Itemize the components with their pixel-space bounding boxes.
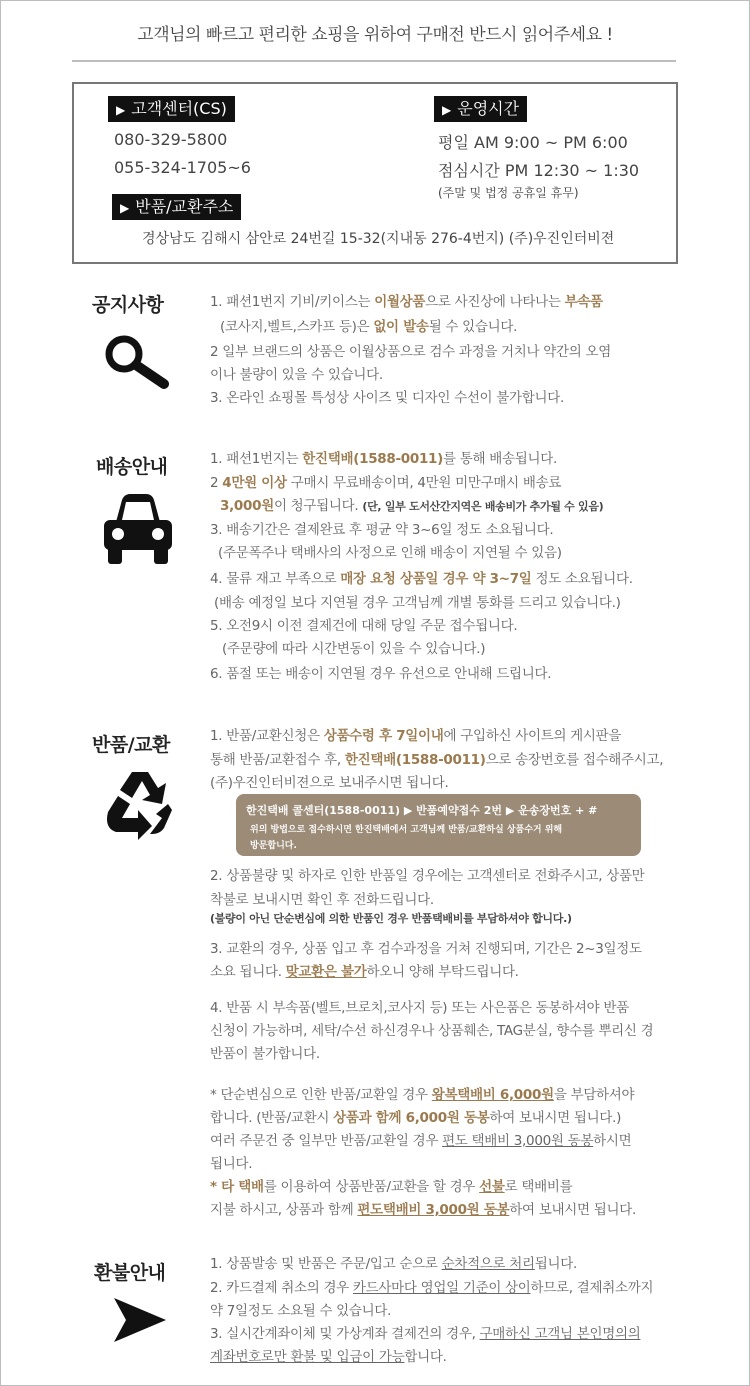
return-line-5: 착불로 보내시면 확인 후 전화드립니다.	[210, 892, 434, 908]
return-line-13: 합니다. (반품/교환시 상품과 함께 6,000원 동봉하여 보내시면 됩니다.)	[210, 1110, 622, 1126]
notice-line-4: 이나 불량이 있을 수 있습니다.	[210, 367, 383, 383]
guide-line-3: 방문합니다.	[250, 841, 297, 851]
return-line-3: (주)우진인터비젼으로 보내주시면 됩니다.	[210, 775, 449, 791]
headline-divider	[72, 60, 676, 62]
cs-phone-1: 080-329-5800	[114, 130, 228, 149]
return-line-10: 신청이 가능하며, 세탁/수선 하신경우나 상품훼손, TAG분실, 향수를 뿌리신 경	[210, 1023, 654, 1039]
refund-line-3: 약 7일정도 소요될 수 있습니다.	[210, 1303, 392, 1319]
hours-lunch: 점심시간 PM 12:30 ~ 1:30	[438, 161, 640, 180]
delivery-line-4: 3. 배송기간은 결제완료 후 평균 약 3~6일 정도 소요됩니다.	[210, 522, 554, 538]
cs-label-tag	[108, 96, 235, 122]
return-label-tag	[112, 194, 241, 220]
return-label: 반품/교환주소	[135, 197, 234, 216]
guide-line-2: 위의 방법으로 접수하시면 한진택배에서 고객님께 반품/교환하실 상품수거 위해	[250, 825, 563, 835]
return-line-12: * 단순변심으로 인한 반품/교환일 경우 왕복택배비 6,000원을 부담하셔야	[210, 1087, 635, 1103]
return-line-6: (불량이 아닌 단순변심에 의한 반품인 경우 반품택배비를 부담하셔야 합니다.)	[210, 912, 572, 925]
refund-line-2: 2. 카드결제 취소의 경우 카드사마다 영업일 기준이 상이하므로, 결제취소까지	[210, 1280, 654, 1296]
delivery-line-9: (주문량에 따라 시간변동이 있을 수 있습니다.)	[222, 641, 486, 657]
car-icon	[102, 492, 174, 572]
return-line-8: 소요 됩니다. 맞교환은 불가하오니 양해 부탁드립니다.	[210, 964, 519, 980]
cs-label: 고객센터(CS)	[131, 99, 227, 118]
hours-label-tag	[434, 96, 527, 122]
delivery-line-10: 6. 품절 또는 배송이 지연될 경우 유선으로 안내해 드립니다.	[210, 666, 552, 682]
notice-line-5: 3. 온라인 쇼핑몰 특성상 사이즈 및 디자인 수선이 불가합니다.	[210, 390, 564, 406]
hanjin-return-guide	[236, 794, 641, 856]
return-line-17: 지불 하시고, 상품과 함께 편도택배비 3,000원 동봉하여 보내시면 됩니다.	[210, 1202, 636, 1218]
notice-line-2: (코사지,벨트,스카프 등)은 없이 발송될 수 있습니다.	[220, 319, 518, 335]
triangle-icon: ▶	[116, 103, 126, 117]
return-line-4: 2. 상품불량 및 하자로 인한 반품일 경우에는 고객센터로 전화주시고, 상품만	[210, 868, 645, 884]
return-line-1: 1. 반품/교환신청은 상품수령 후 7일이내에 구입하신 사이트의 게시판을	[210, 728, 622, 744]
delivery-line-1: 1. 패션1번지는 한진택배(1588-0011)를 통해 배송됩니다.	[210, 451, 557, 467]
return-line-14: 여러 주문건 중 일부만 반품/교환일 경우 편도 택배비 3,000원 동봉하시면	[210, 1133, 632, 1149]
delivery-line-5: (주문폭주나 택배사의 사정으로 인해 배송이 지연될 수 있음)	[218, 545, 562, 561]
notice-line-1: 1. 패션1번지 기비/키이스는 이월상품으로 사진상에 나타나는 부속품	[210, 294, 603, 310]
return-line-15: 됩니다.	[210, 1156, 253, 1172]
hours-weekday: 평일 AM 9:00 ~ PM 6:00	[438, 133, 628, 152]
return-line-16: * 타 택배를 이용하여 상품반품/교환을 할 경우 선불로 택배비를	[210, 1179, 573, 1195]
delivery-line-6: 4. 물류 재고 부족으로 매장 요청 상품일 경우 약 3~7일 정도 소요됩니다.	[210, 571, 633, 587]
notice-section-title: 공지사항	[92, 294, 164, 316]
refund-line-4: 3. 실시간계좌이체 및 가상계좌 결제건의 경우, 구매하신 고객님 본인명의의	[210, 1326, 641, 1342]
return-line-11: 반품이 불가합니다.	[210, 1046, 320, 1062]
recycle-icon	[102, 768, 178, 846]
return-section-title: 반품/교환	[92, 734, 170, 756]
triangle-icon: ▶	[442, 103, 452, 117]
return-line-9: 4. 반품 시 부속품(벨트,브로치,코사지 등) 또는 사은품은 동봉하셔야 반품	[210, 1000, 629, 1016]
delivery-line-8: 5. 오전9시 이전 결제건에 대해 당일 주문 접수됩니다.	[210, 618, 518, 634]
delivery-line-7: (배송 예정일 보다 지연될 경우 고객님께 개별 통화를 드리고 있습니다.)	[214, 595, 621, 611]
hours-label: 운영시간	[457, 99, 520, 118]
magnifier-icon	[102, 334, 174, 394]
refund-line-5: 계좌번호로만 환불 및 입금이 가능합니다.	[210, 1349, 447, 1365]
notice-line-3: 2 일부 브랜드의 상품은 이월상품으로 검수 과정을 거치나 약간의 오염	[210, 344, 611, 360]
refund-line-1: 1. 상품발송 및 반품은 주문/입고 순으로 순차적으로 처리됩니다.	[210, 1256, 577, 1272]
notice-headline: 고객님의 빠르고 편리한 쇼핑을 위하여 구매전 반드시 읽어주세요 !	[137, 25, 613, 45]
delivery-section-title: 배송안내	[96, 456, 168, 478]
return-line-7: 3. 교환의 경우, 상품 입고 후 검수과정을 거쳐 진행되며, 기간은 2~3일정도	[210, 941, 642, 957]
return-line-2: 통해 반품/교환접수 후, 한진택배(1588-0011)으로 송장번호를 접수해주시고,	[210, 752, 664, 768]
delivery-line-3: 3,000원이 청구됩니다. (단, 일부 도서산간지역은 배송비가 추가될 수 있음)	[220, 498, 604, 514]
hours-note: (주말 및 법정 공휴일 휴무)	[438, 186, 579, 200]
cs-phone-2: 055-324-1705~6	[114, 158, 251, 177]
return-address: 경상남도 김해시 삼안로 24번길 15-32(지내동 276-4번지) (주)우진인터비젼	[142, 231, 615, 247]
delivery-line-2: 2 4만원 이상 구매시 무료배송이며, 4만원 미만구매시 배송료	[210, 475, 562, 491]
triangle-icon: ▶	[120, 201, 130, 215]
guide-line-1: 한진택배 콜센터(1588-0011) ▶ 반품예약접수 2번 ▶ 운송장번호 + #	[246, 804, 598, 817]
arrow-icon	[110, 1296, 170, 1348]
refund-section-title: 환불안내	[94, 1262, 166, 1284]
